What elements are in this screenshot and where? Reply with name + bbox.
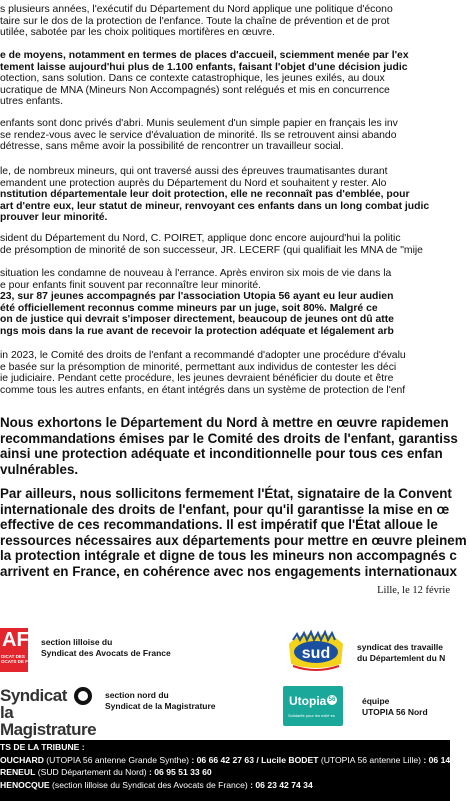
text-line: ainsi une protection adéquate et inconditionnelle pour tous ces enfan [0,446,443,462]
utopia-logo-name: Utopia [289,694,327,708]
sud-label [357,642,445,663]
text-line: tement laisse aujourd'hui plus de 1.100 enfants, faisant l'objet d'une décision judic [0,61,408,73]
sm-label-line: Syndicat de la Magistrature [105,700,216,711]
footer-text: HENOCQUE [0,779,50,790]
saf-logo [0,628,44,672]
sm-ring-icon [74,687,92,705]
footer-title [0,741,450,754]
text-line: taire sur le dos de la protection de l'enfance. Toute la chaîne de prévention et de prot [0,15,390,27]
footer-text: (SUD Département du Nord) [35,767,147,777]
text-line: la protection intégrale et digne de tous les mineurs non accompagnés c [0,548,457,564]
text-line: 23, sur 87 jeunes accompagnés par l'association Utopia 56 ayant eu leur audien [0,291,394,303]
footer-text: (section lilloise du Syndicat des Avocats de France) [49,779,248,790]
text-line: enfants sont donc privés d'abri. Munis seulement d'un simple papier en français les inv [0,118,398,129]
footer-contact-row [0,754,450,767]
text-line: Nous exhortons le Département du Nord à mettre en œuvre rapidemen [0,415,449,430]
footer-text: OUCHARD [0,754,44,765]
footer-text: RENEUL [0,767,36,777]
text-line: s plusieurs années, l'exécutif du Département du Nord applique une politique d'écono [0,4,393,15]
contacts-footer [0,740,450,801]
text-line: internationale des droits de l'enfant, pour qu'il garantisse la mise en œ [0,501,450,517]
footer-text: : 06 66 42 27 63 / Lucile BODET [189,754,319,765]
sm-logo-line: la Magistrature [0,703,97,739]
text-line: ie judiciaire. Pendant cette procédure, les jeunes devraient bénéficier du doute et être [0,373,394,385]
text-line: Par ailleurs, nous sollicitons fermement l'État, signataire de la Convent [0,486,452,501]
paragraph-3 [0,118,470,153]
text-line: utilée, sabotée par les choix politiques mortifères en œuvre. [0,27,275,39]
footer-text: (UTOPIA 56 antenne Lille) [318,754,421,765]
sud-logo [283,628,349,674]
callout-state-request [0,486,470,580]
sud-label-line: du Départemlent du N [357,652,446,663]
sm-label [105,690,216,711]
text-line: e de moyens, notamment en termes de places d'accueil, sciemment menée par l'ex [0,50,409,61]
utopia-logo-tagline: Solidarité pour les exilé·es [288,713,335,718]
text-line: sident du Département du Nord, C. POIRET, applique donc encore aujourd'hui la politic [0,233,401,244]
text-line: se rendez-vous avec le service d'évaluation de minorité. Ils se retrouvent ainsi abando [0,129,397,141]
text-line: otection, sans solution. Dans ce contexte catastrophique, les jeunes exilés, au doux [0,73,385,85]
footer-contact-row [0,779,450,792]
text-line: nstitution départementale leur doit protection, elle ne reconnaît pas d'emblée, pour [0,189,410,201]
utopia-logo-number: 56 [328,697,336,703]
text-line: e basée sur la présomption de minorité, permettant aux individus de contester les déci [0,361,397,373]
text-line: de présomption de minorité de son successeur, JR. LECERF (qui qualifiait les MNA de "mije [0,244,423,256]
paragraph-6 [0,268,470,338]
text-line: emandent une protection auprès du Département du Nord et souhaitent y rester. Alo [0,177,387,189]
text-line: effective de ces recommandations. Il est impératif que l'État alloue le [0,517,438,533]
signature-date: Lille, le 12 févrie [377,585,450,596]
utopia-label-line: UTOPIA 56 Nord [362,706,428,717]
footer-text: : 06 95 51 33 60 [146,767,212,777]
text-line: détresse, sans même avoir la possibilité de rencontrer un travailleur social. [0,141,344,153]
text-line: art d'entre eux, leur statut de mineur, renvoyant ces enfants dans un long combat judic [0,200,430,212]
paragraph-2 [0,50,470,108]
paragraph-7 [0,350,470,396]
paragraph-5 [0,233,470,256]
paragraph-4 [0,166,470,224]
saf-label-line: section lilloise du [41,637,113,647]
sud-label-line: syndicat des travaille [357,642,443,652]
text-line: recommandations émises par le Comité des droits de l'enfant, garantiss [0,430,458,446]
saf-label-line: Syndicat des Avocats de France [41,647,171,658]
footer-contact-row [0,766,450,779]
text-line: ucratique de MNA (Mineurs Non Accompagnés) sont relégués et mis en concurrence [0,84,390,96]
utopia56-logo [283,686,343,726]
saf-logo-letters: AF [2,629,29,651]
svg-text:sud: sud [301,645,331,662]
saf-label [41,637,171,658]
text-line: le, de nombreux mineurs, qui ont traversé aussi des épreuves traumatisantes durant [0,166,388,177]
footer-text: TS DE LA TRIBUNE : [0,742,85,752]
text-line: ressources nécessaires aux départements pour mettre en œuvre pleinem [0,532,467,548]
saf-logo-subtitle: DICAT DES OCATS DE FRANCE [1,654,44,664]
text-line: arrivent en France, en cohérence avec nos engagements internationaux [0,563,457,579]
text-line: été officiellement reconnus comme mineurs par un juge, soit 80%. Malgré ce [0,302,378,314]
text-line: utres enfants. [0,96,63,108]
paragraph-1 [0,4,470,39]
text-line: vulnérables. [0,461,79,477]
text-line: on de justice qui devrait s'imposer directement, beaucoup de jeunes ont dû atte [0,314,394,326]
text-line: prouver leur minorité. [0,212,108,224]
utopia-label [362,696,428,717]
footer-text: (UTOPIA 56 antenne Grande Synthe) [43,754,189,765]
text-line: situation les condamne de nouveau à l'errance. Après environ six mois de vie dans la [0,268,392,279]
sm-logo-line: Syndicat [0,686,67,705]
text-line: comme tous les autres enfants, en étant intégrés dans un système de protection de l'enf [0,384,406,396]
syndicat-magistrature-logo [0,686,98,739]
sm-label-line: section nord du [105,690,169,700]
utopia-label-line: équipe [362,696,390,706]
text-line: e pour enfants finit souvent par reconnaître leur minorité. [0,279,262,291]
text-line: ngs mois dans la rue avant de recevoir la protection adéquate et légalement arb [0,325,394,337]
callout-exhortation [0,415,470,477]
text-line: in 2023, le Comité des droits de l'enfant a recommandé d'adopter une procédure d'évalu [0,350,406,361]
footer-text: : 06 14 [421,754,451,765]
footer-text: : 06 23 42 74 34 [247,779,313,790]
